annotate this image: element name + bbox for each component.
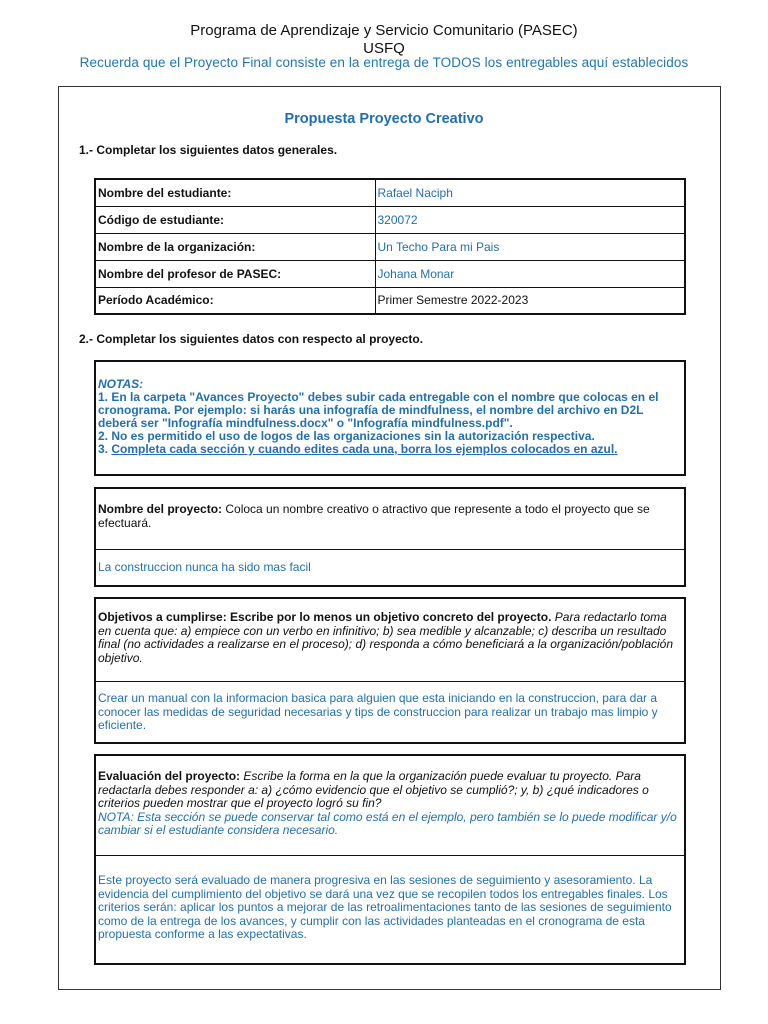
objectives-label: Objetivos a cumplirse:	[98, 610, 227, 624]
notes-item-3-prefix: 3.	[98, 442, 112, 456]
table-row	[95, 287, 685, 314]
notes-item-3-text: Completa cada sección y cuando edites cada una, borra los ejemplos colocados en azul.	[111, 442, 618, 456]
notes-item-1: 1. En la carpeta "Avances Proyecto" debes subir cada entregable con el nombre que colocas en el cronograma. Por ejemplo: si harás una infografía de mindfulness, el nombre del archivo en D2L deberá ser "Infografía mindfulness.docx" o "Infografía mindfulness.pdf".	[98, 390, 659, 430]
notes-heading: NOTAS:	[98, 377, 144, 391]
academic-period-value[interactable]: Primer Semestre 2022-2023	[375, 287, 685, 314]
notes-item-2: 2. No es permitido el uso de logos de las organizaciones sin la autorización respectiva.	[98, 429, 595, 443]
general-data-table	[94, 178, 686, 315]
objectives-answer[interactable]: Crear un manual con la informacion basica para alguien que esta iniciando en la construccion, para dar a conocer las medidas de seguridad necesarias y tips de construccion para realizar un trabajo mas limpio y eficiente.	[96, 681, 684, 742]
table-row	[95, 233, 685, 260]
project-name-label: Nombre del proyecto:	[98, 502, 223, 516]
notes-box	[94, 360, 686, 476]
project-name-instruction: Coloca un nombre creativo o atractivo que represente a todo el proyecto que se efectuará.	[98, 502, 650, 530]
organization-name-value[interactable]: Un Techo Para mi Pais	[375, 233, 685, 260]
program-title: Programa de Aprendizaje y Servicio Comunitario (PASEC)	[190, 22, 578, 39]
organization-name-label: Nombre de la organización:	[95, 233, 375, 260]
project-name-box	[94, 487, 686, 587]
table-row	[95, 206, 685, 233]
section-1-heading: 1.- Completar los siguientes datos generales.	[79, 143, 338, 157]
objectives-guide: Para redactarlo toma en cuenta que: a) empiece con un verbo en infinitivo; b) sea medible y alcanzable; c) describa un resultado final (no actividades a realizarse en el proceso); d) responda a cómo beneficiará a la organización/población objetivo.	[98, 610, 674, 665]
student-code-label: Código de estudiante:	[95, 206, 375, 233]
notes-item-3	[98, 443, 682, 456]
professor-name-label: Nombre del profesor de PASEC:	[95, 260, 375, 287]
objectives-box	[94, 597, 686, 744]
table-row	[95, 260, 685, 287]
student-name-value[interactable]: Rafael Naciph	[375, 179, 685, 206]
evaluation-answer[interactable]: Este proyecto será evaluado de manera progresiva en las sesiones de seguimiento y asesoramiento. La evidencia del cumplimiento del objetivo se dará una vez que se recopilen todos los entregables finales. Los criterios serán: aplicar los puntos a mejorar de las retroalimentaciones tanto de las sesiones de seguimiento como de la entrega de los avances, y cumplir con las actividades planteadas en el cronograma de esta propuesta conforme a las expectativas.	[96, 855, 684, 963]
evaluation-label: Evaluación del proyecto:	[98, 769, 241, 783]
evaluation-note: NOTA: Esta sección se puede conservar tal como está en el ejemplo, pero también se lo puede modificar y/o cambiar si el estudiante considera necesario.	[98, 809, 677, 837]
objectives-prompt	[96, 599, 684, 681]
project-name-prompt	[96, 489, 684, 549]
evaluation-box	[94, 754, 686, 965]
section-2-heading: 2.- Completar los siguientes datos con respecto al proyecto.	[79, 332, 424, 346]
objectives-instruction: Escribe por lo menos un objetivo concreto del proyecto.	[226, 610, 552, 624]
evaluation-prompt	[96, 756, 684, 855]
professor-name-value[interactable]: Johana Monar	[375, 260, 685, 287]
project-name-answer[interactable]: La construccion nunca ha sido mas facil	[96, 549, 684, 586]
document-title: Propuesta Proyecto Creativo	[284, 111, 484, 127]
university-name: USFQ	[363, 40, 405, 57]
evaluation-guide: Escribe la forma en la que la organización puede evaluar tu proyecto. Para redactarla debes responder a: a) ¿cómo evidencio que el objetivo se cumplió?; y, b) ¿qué indicadores o criterios pueden mostrar que el proyecto logró su fin?	[98, 769, 649, 810]
student-name-label: Nombre del estudiante:	[95, 179, 375, 206]
student-code-value[interactable]: 320072	[375, 206, 685, 233]
academic-period-label: Período Académico:	[95, 287, 375, 314]
table-row	[95, 179, 685, 206]
final-project-reminder: Recuerda que el Proyecto Final consiste en la entrega de TODOS los entregables aquí establecidos	[79, 55, 689, 70]
